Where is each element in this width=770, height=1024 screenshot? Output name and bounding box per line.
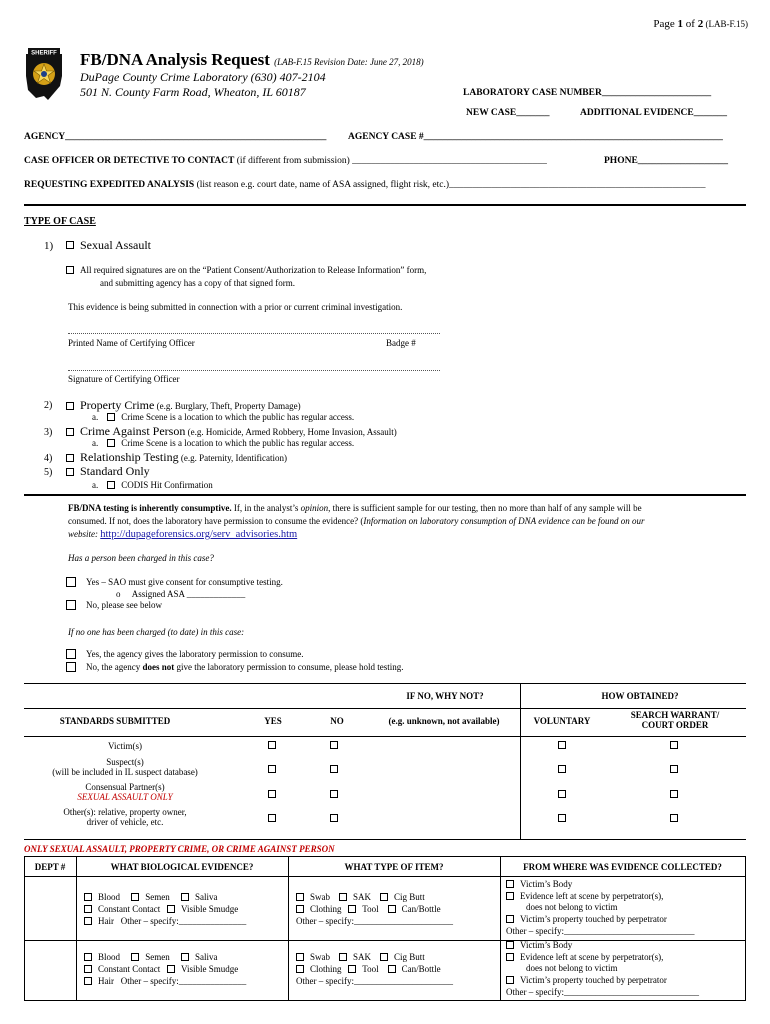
signature-line[interactable] [68,333,440,334]
consumptive-text: website: http://dupageforensics.org/serv_advisories.htm [68,529,298,540]
signature-line[interactable] [68,370,440,371]
item-number: 1) [44,240,54,252]
checkbox[interactable] [670,764,684,775]
charged-question: Has a person been charged in this case? [68,553,214,563]
consent-line2: and submitting agency has a copy of that signed form. [100,278,295,288]
voluntary-header: VOLUNTARY [533,716,591,726]
divider [24,494,746,496]
bio-evidence-options[interactable]: Blood Semen Saliva Constant Contact Visible Smudge Hair Other – specify:_______________ [84,891,246,927]
checkbox[interactable] [670,789,684,800]
table-border [520,683,521,839]
phone-field[interactable]: PHONE___________________ [604,156,729,166]
crime-against-person-option[interactable]: Crime Against Person (e.g. Homicide, Armed Robbery, Home Invasion, Assault) [66,424,397,439]
sheriff-badge-logo [24,46,64,102]
item-number: 4) [44,453,53,464]
checkbox[interactable] [558,789,572,800]
new-case-field[interactable]: NEW CASE_______ [466,108,550,118]
table-border [24,856,25,1000]
checkbox[interactable] [268,813,282,824]
printed-name-label: Printed Name of Certifying Officer [68,338,195,348]
no-below-option[interactable]: No, please see below [66,600,162,611]
case-officer-field[interactable]: CASE OFFICER OR DETECTIVE TO CONTACT (if different from submission) _________________________________________ [24,156,547,166]
checkbox[interactable] [66,468,74,476]
yes-sao-option[interactable]: Yes – SAO must give consent for consumptive testing. [66,577,283,588]
checkbox[interactable] [66,649,76,659]
table-border [745,856,746,1000]
item-number: 5) [44,467,53,478]
advisories-link[interactable]: http://dupageforensics.org/serv_advisories.htm [100,529,298,540]
checkbox[interactable] [558,813,572,824]
checkbox[interactable] [268,764,282,775]
yes-header: YES [264,716,282,726]
checkbox[interactable] [670,813,684,824]
table-border [76,856,77,1000]
sub-option[interactable]: a. CODIS Hit Confirmation [92,480,213,490]
table-border [24,876,746,877]
no-agency-option[interactable]: No, the agency does not give the laboratory permission to consume, please hold testing. [66,662,403,673]
additional-evidence-field[interactable]: ADDITIONAL EVIDENCE_______ [580,108,728,118]
table-border [24,708,746,709]
checkbox[interactable] [66,577,76,587]
checkbox[interactable] [66,266,74,274]
yes-agency-option[interactable]: Yes, the agency gives the laboratory permission to consume. [66,649,304,660]
expedited-analysis-field[interactable]: REQUESTING EXPEDITED ANALYSIS (list reason e.g. court date, name of ASA assigned, flight risk, etc.)______________________________________________________ [24,180,706,190]
lab-address: 501 N. County Farm Road, Wheaton, IL 60187 [80,85,306,99]
collection-location-options[interactable]: Victim’s Body Evidence left at scene by perpetrator(s), does not belong to victim Victim’s property touched by perpetrator Other – specify:______________________________ [506,940,699,997]
checkbox[interactable] [268,789,282,800]
assigned-asa-field[interactable]: o Assigned ASA _____________ [116,589,246,599]
consumptive-text: consumed. If not, does the laboratory have permission to consume the evidence? (Information on laboratory consumption of DNA evidence can be found on our [68,516,645,526]
how-obtained-header: HOW OBTAINED? [601,691,679,701]
table-row-label: Other(s): relative, property owner, driver of vehicle, etc. [63,807,187,827]
table-row-label: Consensual Partner(s) SEXUAL ASSAULT ONLY [77,782,173,802]
item-type-header: WHAT TYPE OF ITEM? [344,862,444,872]
checkbox[interactable] [66,454,74,462]
item-type-options[interactable]: Swab SAK Cig Butt Clothing Tool Can/Bottle Other – specify:______________________ [296,892,453,926]
checkbox[interactable] [107,413,115,421]
sub-option[interactable]: a. Crime Scene is a location to which the public has regular access. [92,412,355,422]
checkbox[interactable] [558,740,572,751]
item-number: 3) [44,427,53,438]
lab-case-number-field[interactable]: LABORATORY CASE NUMBER_______________________ [463,88,712,98]
checkbox[interactable] [66,428,74,436]
bio-evidence-options[interactable]: Blood Semen Saliva Constant Contact Visible Smudge Hair Other – specify:_______________ [84,951,246,987]
table-border [24,856,746,857]
table-row-label: Suspect(s) (will be included in IL suspect database) [52,757,198,777]
checkbox[interactable] [66,662,76,672]
checkbox[interactable] [66,241,74,249]
signature-label: Signature of Certifying Officer [68,374,180,384]
table-border [24,683,746,684]
relationship-testing-option[interactable]: Relationship Testing (e.g. Paternity, Identification) [66,450,287,465]
item-type-options[interactable]: Swab SAK Cig Butt Clothing Tool Can/Bottle Other – specify:______________________ [296,952,453,986]
checkbox[interactable] [558,764,572,775]
consumptive-text: FB/DNA testing is inherently consumptive. If, in the analyst’s opinion, there is sufficient sample for our testing, then no more than half of any sample will be [68,503,642,513]
checkbox[interactable] [330,789,344,800]
collection-location-header: FROM WHERE WAS EVIDENCE COLLECTED? [523,862,722,872]
checkbox[interactable] [330,764,344,775]
checkbox[interactable] [330,813,344,824]
item-number: 2) [44,400,53,411]
page-indicator: Page 1 of 2 (LAB-F.15) [653,18,748,30]
checkbox[interactable] [107,481,115,489]
checkbox[interactable] [330,740,344,751]
checkbox[interactable] [268,740,282,751]
standards-submitted-header: STANDARDS SUBMITTED [59,716,171,726]
no-header: NO [330,716,344,726]
lab-name: DuPage County Crime Laboratory (630) 407-2104 [80,70,326,84]
dept-header: DEPT # [34,862,66,872]
type-of-case-heading: TYPE OF CASE [24,216,96,227]
table-border [500,856,501,1000]
if-no-why-header: IF NO, WHY NOT? [406,691,484,701]
no-one-charged-label: If no one has been charged (to date) in this case: [68,627,245,637]
form-title: FB/DNA Analysis Request (LAB-F.15 Revision Date: June 27, 2018) [80,50,424,69]
warrant-header: SEARCH WARRANT/ COURT ORDER [630,710,720,730]
bio-evidence-header: WHAT BIOLOGICAL EVIDENCE? [110,862,254,872]
table-border [24,736,746,737]
table-border [24,839,746,840]
checkbox[interactable] [107,439,115,447]
checkbox[interactable] [66,402,74,410]
prior-investigation-text: This evidence is being submitted in connection with a prior or current criminal investigation. [68,302,403,312]
only-crimes-label: ONLY SEXUAL ASSAULT, PROPERTY CRIME, OR CRIME AGAINST PERSON [24,844,335,854]
checkbox[interactable] [66,600,76,610]
table-border [288,856,289,1000]
consent-option[interactable]: All required signatures are on the “Patient Consent/Authorization to Release Information” form, [66,265,426,275]
agency-field[interactable]: AGENCY_______________________________________________________ [24,132,327,142]
standard-only-option[interactable]: Standard Only [66,464,150,479]
checkbox[interactable] [670,740,684,751]
table-border [24,1000,746,1001]
eg-header: (e.g. unknown, not available) [388,716,500,726]
property-crime-option[interactable]: Property Crime (e.g. Burglary, Theft, Property Damage) [66,398,301,413]
divider [24,204,746,206]
table-row-label: Victim(s) [108,741,142,751]
badge-label: Badge # [386,338,416,348]
agency-case-field[interactable]: AGENCY CASE #_______________________________________________________________ [348,132,723,142]
svg-text:SHERIFF: SHERIFF [31,50,57,57]
sub-option[interactable]: a. Crime Scene is a location to which the public has regular access. [92,438,355,448]
collection-location-options[interactable]: Victim’s Body Evidence left at scene by perpetrator(s), does not belong to victim Victim’s property touched by perpetrator Other – specify:_____________________________ [506,879,695,936]
sexual-assault-option[interactable]: Sexual Assault [66,238,151,253]
